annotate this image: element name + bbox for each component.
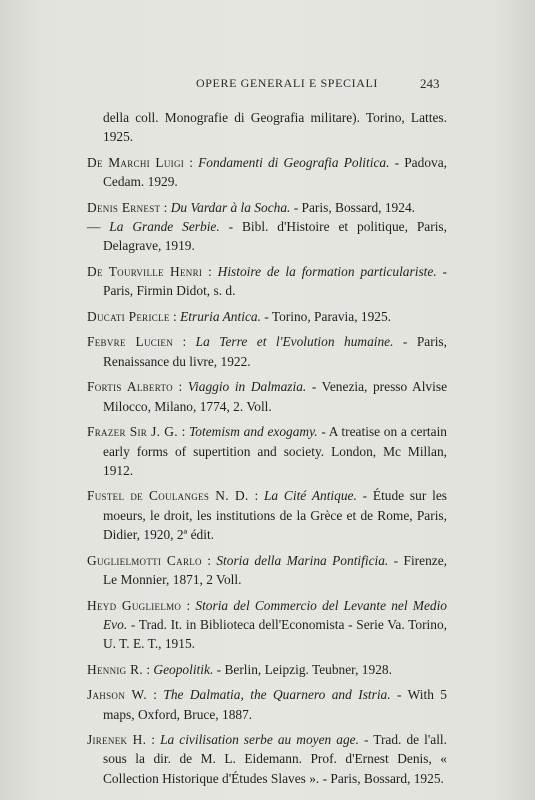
running-head-title: OPERE GENERALI E SPECIALI (196, 76, 378, 90)
entry-author: Fortis Alberto (87, 379, 173, 395)
page-number: 243 (420, 76, 440, 91)
entry-separator: : (172, 379, 188, 395)
bibliography-entry (87, 332, 447, 371)
bibliography-entry (87, 596, 447, 654)
entry-title: Storia della Marina Pontificia. (216, 552, 389, 568)
entry-rest: - Venezia, presso Alvise Milocco, Milano, 1774, 2. Voll. (103, 379, 448, 414)
bibliography-entry (87, 262, 447, 301)
bibliography-entry (87, 660, 447, 679)
bibliography-entry (87, 486, 447, 544)
entry-author: Jirenek H. (87, 732, 147, 748)
entry-separator: : (177, 424, 190, 440)
entry-rest: - Padova, Cedam. 1929. (103, 154, 447, 190)
entry-separator: : (146, 732, 161, 748)
entry-rest: - Firenze, Le Monnier, 1871, 2 Voll. (103, 552, 447, 587)
entry-separator: : (160, 199, 171, 215)
entry-rest: - With 5 maps, Oxford, Bruce, 1887. (103, 687, 447, 722)
entry-author: De Tourville Henri (87, 263, 203, 279)
entry-subentry (87, 217, 447, 256)
entry-title: La Terre et l'Evolution humaine. (195, 334, 394, 350)
entry-title: La civilisation serbe au moyen age. (160, 732, 359, 748)
bibliography-entry (87, 730, 447, 788)
entry-title: The Dalmatia, the Quarnero and Istria. (163, 687, 391, 703)
entry-rest: - Bibl. d'Histoire et politique, Paris, Delagrave, 1919. (103, 219, 447, 254)
entry-author: Fustel de Coulanges N. D. (87, 488, 249, 504)
entry-rest: - Paris, Renaissance du livre, 1922. (103, 334, 447, 369)
bibliography-entry (87, 307, 447, 326)
bibliography-entry (87, 377, 447, 416)
entry-separator: : (146, 687, 164, 703)
running-head (0, 76, 535, 94)
entry-separator: : (202, 263, 218, 279)
entry-title: Totemism and exogamy. (189, 424, 318, 440)
entry-rest: - Paris, Bossard, 1924. (290, 199, 415, 215)
entry-author: Heyd Guglielmo (87, 597, 182, 613)
bibliography-entry (87, 108, 447, 147)
entry-author: De Marchi Luigi (87, 154, 185, 170)
entry-title: Viaggio in Dalmazia. (187, 379, 307, 395)
entry-separator: : (248, 488, 264, 504)
entry-separator: : (143, 661, 154, 677)
entry-separator: : (184, 154, 199, 170)
entry-separator: : (201, 552, 217, 568)
entry-title: Du Vardar à la Socha. (170, 199, 291, 215)
entry-title: Storia del Commercio del Levante nel Medio Evo. (103, 597, 447, 632)
entry-title: Fondamenti di Geografia Politica. (198, 154, 390, 170)
entry-author: Febvre Lucien (87, 334, 173, 350)
entry-rest: - Trad. de l'all. sous la dir. de M. L. Eidemann. Prof. d'Ernest Denis, « Collection Historique d'Études Slaves ». - Paris, Bossard, 1925. (103, 732, 447, 786)
entry-title: Histoire de la formation particulariste. (217, 263, 437, 279)
entry-rest: - Berlin, Leipzig. Teubner, 1928. (213, 661, 392, 677)
entry-rest: - Torino, Paravia, 1925. (260, 308, 392, 324)
entry-rest: - Paris, Firmin Didot, s. d. (103, 263, 448, 299)
entry-dash: — (87, 219, 110, 235)
entry-title: Etruria Antica. (180, 308, 261, 324)
entry-title: Geopolitik. (153, 661, 214, 677)
entry-title: La Cité Antique. (263, 488, 357, 504)
bibliography-entry (87, 153, 447, 192)
entry-author: Denis Ernest (87, 199, 161, 215)
entry-separator: : (173, 334, 196, 350)
entry-author: Jahson W. (87, 687, 147, 703)
bibliography-list (87, 108, 447, 794)
entry-author: Ducati Pericle (87, 308, 170, 324)
entry-rest: - Trad. It. in Biblioteca dell'Economista - Serie Va. Torino, U. T. E. T., 1915. (103, 616, 447, 652)
entry-title: La Grande Serbie. (109, 219, 220, 235)
entry-author: Hennig R. (87, 661, 143, 677)
bibliography-entry (87, 198, 447, 256)
entry-author: Frazer Sir J. G. (87, 424, 178, 440)
entry-rest: - A treatise on a certain early forms of supertition and society. London, Mc Millan, 1912. (103, 424, 447, 478)
entry-author: Guglielmotti Carlo (87, 552, 202, 568)
entry-rest: - Étude sur les moeurs, le droit, les institutions de la Grèce et de Rome, Paris, Didier, 1920, 2ª édit. (103, 488, 447, 543)
bibliography-entry (87, 422, 447, 480)
bibliography-entry (87, 685, 447, 724)
bibliography-entry (87, 551, 447, 590)
entry-separator: : (181, 597, 196, 613)
entry-rest: della coll. Monografie di Geografia militare). Torino, Lattes. 1925. (103, 110, 447, 145)
entry-separator: : (169, 308, 181, 324)
